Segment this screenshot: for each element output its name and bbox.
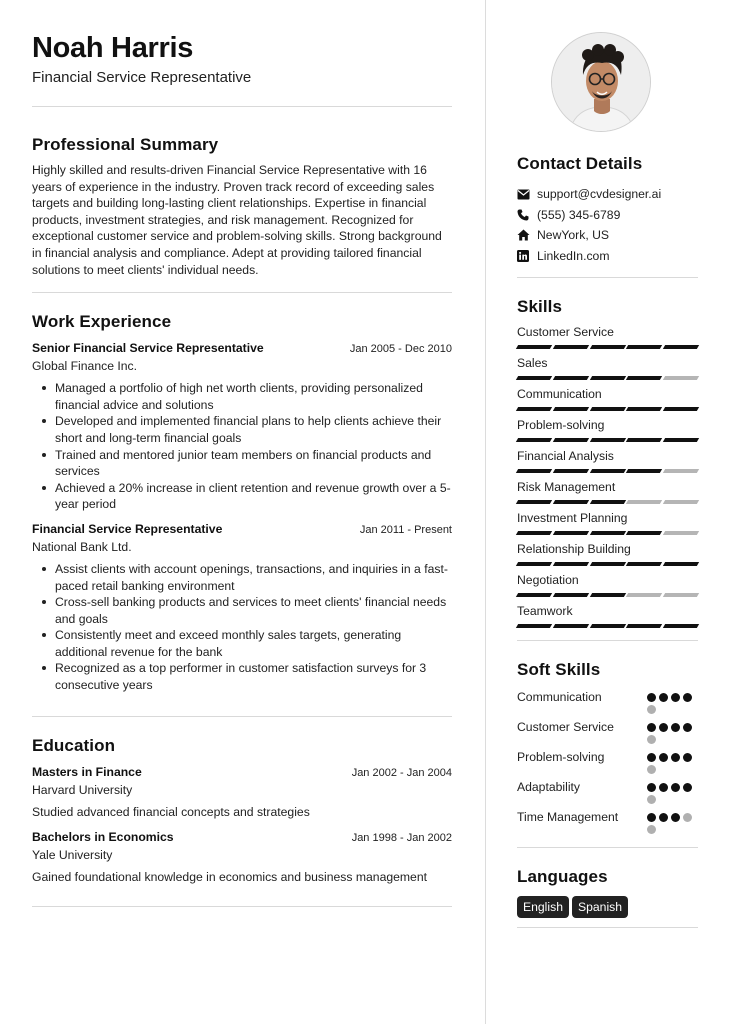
- education-header: [32, 764, 452, 782]
- contact-text: (555) 345-6789: [537, 207, 621, 222]
- divider: [32, 106, 452, 107]
- rating-dot: [671, 723, 680, 732]
- skill-level-bar: [517, 593, 698, 597]
- contact-heading: Contact Details: [517, 154, 643, 173]
- skill-level-segment: [663, 469, 699, 473]
- rating-dot: [647, 735, 656, 744]
- education-section: [32, 735, 452, 886]
- soft-skill-name: Communication: [517, 690, 602, 704]
- skill-level-segment: [589, 500, 625, 504]
- soft-skills-list: [517, 689, 698, 834]
- skill-level-segment: [626, 469, 662, 473]
- rating-dot: [683, 813, 692, 822]
- rating-dot: [647, 723, 656, 732]
- bullet-item: Cross-sell banking products and services to meet clients' financial needs and goals: [32, 594, 452, 627]
- rating-dot: [659, 693, 668, 702]
- skill-level-bar: [517, 562, 698, 566]
- skill-level-segment: [663, 407, 699, 411]
- skill-level-segment: [516, 531, 552, 535]
- contact-item: [517, 184, 698, 205]
- divider: [32, 292, 452, 293]
- soft-skills-heading: Soft Skills: [517, 660, 601, 679]
- school-name: Harvard University: [32, 782, 133, 797]
- education-heading: Education: [32, 735, 116, 755]
- skill-name: Problem-solving: [517, 418, 605, 432]
- soft-skill-item: [517, 689, 698, 714]
- degree-title: Masters in Finance: [32, 764, 142, 779]
- job-dates: Jan 2005 - Dec 2010: [349, 343, 452, 356]
- soft-skill-rating: [647, 779, 698, 804]
- languages-heading: Languages: [517, 867, 608, 886]
- skill-level-segment: [663, 376, 699, 380]
- skill-level-segment: [589, 469, 625, 473]
- soft-skill-rating: [647, 809, 698, 834]
- degree-title: Bachelors in Economics: [32, 830, 174, 845]
- skill-level-bar: [517, 345, 698, 349]
- skill-level-segment: [589, 593, 625, 597]
- experience-section: [32, 311, 452, 694]
- skills-list: [517, 324, 698, 628]
- candidate-name: Noah Harris: [32, 32, 194, 64]
- skill-level-segment: [516, 562, 552, 566]
- skill-level-segment: [553, 593, 589, 597]
- soft-skill-name: Adaptability: [517, 780, 581, 794]
- linkedin-icon: [517, 249, 537, 263]
- skill-item: [517, 603, 698, 628]
- skill-level-segment: [516, 593, 552, 597]
- contact-list: [517, 184, 698, 266]
- education-dates: Jan 2002 - Jan 2004: [351, 766, 452, 779]
- skill-name: Sales: [517, 356, 548, 370]
- soft-skill-rating: [647, 719, 698, 744]
- skill-name: Relationship Building: [517, 542, 631, 556]
- divider: [517, 847, 698, 848]
- skill-level-segment: [516, 407, 552, 411]
- skill-level-bar: [517, 531, 698, 535]
- summary-heading: Professional Summary: [32, 135, 219, 154]
- job-list: [32, 340, 452, 694]
- skill-level-segment: [589, 376, 625, 380]
- rating-dot: [671, 753, 680, 762]
- contact-item: [517, 246, 698, 267]
- education-header: [32, 829, 452, 847]
- soft-skill-rating: [647, 749, 698, 774]
- skill-level-segment: [626, 376, 662, 380]
- bullet-item: Assist clients with account openings, transactions, and inquiries in a fast-paced retail banking environment: [32, 561, 452, 594]
- contact-item: [517, 225, 698, 246]
- job-title: Senior Financial Service Representative: [32, 341, 264, 356]
- skill-level-segment: [516, 500, 552, 504]
- rating-dot: [659, 723, 668, 732]
- rating-dot: [671, 813, 680, 822]
- divider: [32, 716, 452, 717]
- skill-level-segment: [663, 345, 699, 349]
- divider: [517, 640, 698, 641]
- skill-level-segment: [553, 376, 589, 380]
- skill-level-segment: [663, 562, 699, 566]
- education-list: [32, 764, 452, 886]
- language-badge: Spanish: [572, 896, 628, 918]
- rating-dot: [647, 765, 656, 774]
- bullet-item: Consistently meet and exceed monthly sales targets, generating additional revenue for the bank: [32, 627, 452, 660]
- skill-level-segment: [626, 345, 662, 349]
- skill-level-bar: [517, 624, 698, 628]
- education-description: Studied advanced financial concepts and strategies: [32, 804, 310, 819]
- divider: [517, 927, 698, 928]
- soft-skill-rating: [647, 689, 698, 714]
- job-title: Financial Service Representative: [32, 521, 223, 536]
- bullet-item: Recognized as a top performer in customer satisfaction surveys for 3 consecutive years: [32, 660, 452, 693]
- job-header: [32, 340, 452, 358]
- skill-item: [517, 417, 698, 442]
- skill-level-segment: [626, 624, 662, 628]
- skill-level-segment: [589, 438, 625, 442]
- skill-level-segment: [516, 624, 552, 628]
- skill-level-segment: [626, 531, 662, 535]
- contact-text: LinkedIn.com: [537, 248, 610, 263]
- skill-level-segment: [553, 438, 589, 442]
- job-header: [32, 521, 452, 539]
- summary-text: Highly skilled and results-driven Financial Service Representative with 16 years of experience in the industry. Proven track record of exceeding sales targets and building long-lasting client relationships. Expertise in financial products, investment strategies, and risk management. Recognized for exceptional customer service and problem-solving skills. Strong background in financial analysis and compliance. Adept at providing tailored financial solutions to meet clients' individual needs.: [32, 163, 442, 277]
- skill-level-segment: [663, 624, 699, 628]
- bullet-item: Managed a portfolio of high net worth clients, providing personalized financial advice and solutions: [32, 380, 452, 413]
- skills-heading: Skills: [517, 297, 563, 316]
- language-badge: English: [517, 896, 569, 918]
- contact-text: NewYork, US: [537, 228, 610, 243]
- soft-skill-item: [517, 749, 698, 774]
- portrait-icon: [552, 33, 651, 132]
- rating-dot: [683, 783, 692, 792]
- education-dates: Jan 1998 - Jan 2002: [351, 832, 452, 845]
- skill-name: Negotiation: [517, 573, 579, 587]
- skill-item: [517, 324, 698, 349]
- soft-skill-item: [517, 809, 698, 834]
- rating-dot: [671, 783, 680, 792]
- job-company: Global Finance Inc.: [32, 359, 138, 374]
- bullet-item: Achieved a 20% increase in client retention and revenue growth over a 5-year period: [32, 480, 452, 513]
- rating-dot: [647, 705, 656, 714]
- column-divider: [485, 0, 486, 1024]
- skill-level-segment: [589, 562, 625, 566]
- rating-dot: [647, 693, 656, 702]
- skill-level-segment: [516, 345, 552, 349]
- skill-level-segment: [589, 407, 625, 411]
- soft-skill-name: Customer Service: [517, 720, 614, 734]
- skill-level-bar: [517, 376, 698, 380]
- skill-item: [517, 355, 698, 380]
- envelope-icon: [517, 187, 537, 201]
- rating-dot: [647, 783, 656, 792]
- contact-item: [517, 205, 698, 226]
- skill-level-segment: [626, 407, 662, 411]
- job-dates: Jan 2011 - Present: [359, 523, 452, 536]
- divider: [517, 277, 698, 278]
- skill-level-segment: [553, 531, 589, 535]
- skill-level-segment: [516, 376, 552, 380]
- skill-name: Investment Planning: [517, 511, 628, 525]
- soft-skill-name: Time Management: [517, 810, 619, 824]
- skill-item: [517, 479, 698, 504]
- job-bullets: [32, 380, 452, 513]
- education-entry: [32, 764, 452, 821]
- rating-dot: [647, 825, 656, 834]
- school-name: Yale University: [32, 848, 113, 863]
- skill-level-bar: [517, 407, 698, 411]
- home-icon: [517, 228, 537, 242]
- rating-dot: [659, 783, 668, 792]
- candidate-title: Financial Service Representative: [32, 69, 252, 86]
- skill-level-segment: [589, 624, 625, 628]
- bullet-item: Trained and mentored junior team members on financial products and services: [32, 447, 452, 480]
- soft-skill-name: Problem-solving: [517, 750, 605, 764]
- bullet-item: Developed and implemented financial plans to help clients achieve their short and long-term financial goals: [32, 413, 452, 446]
- rating-dot: [683, 723, 692, 732]
- rating-dot: [659, 813, 668, 822]
- skill-level-segment: [553, 500, 589, 504]
- skill-level-segment: [626, 500, 662, 504]
- summary-section: [32, 134, 452, 278]
- skill-name: Teamwork: [517, 604, 573, 618]
- job-entry: [32, 340, 452, 513]
- skill-level-segment: [516, 469, 552, 473]
- skill-level-segment: [626, 593, 662, 597]
- skill-level-bar: [517, 500, 698, 504]
- skill-item: [517, 386, 698, 411]
- experience-heading: Work Experience: [32, 312, 172, 332]
- skill-level-segment: [516, 438, 552, 442]
- soft-skill-item: [517, 779, 698, 804]
- skill-name: Financial Analysis: [517, 449, 614, 463]
- phone-icon: [517, 208, 537, 222]
- skill-level-segment: [553, 562, 589, 566]
- skill-name: Risk Management: [517, 480, 616, 494]
- education-description: Gained foundational knowledge in economics and business management: [32, 870, 427, 885]
- contact-text: support@cvdesigner.ai: [537, 187, 662, 202]
- main-column: [32, 30, 452, 907]
- job-entry: [32, 521, 452, 694]
- avatar: [551, 32, 651, 132]
- skill-level-segment: [663, 531, 699, 535]
- skill-name: Communication: [517, 387, 602, 401]
- skill-level-segment: [663, 500, 699, 504]
- rating-dot: [683, 753, 692, 762]
- skill-item: [517, 510, 698, 535]
- job-bullets: [32, 561, 452, 694]
- skill-item: [517, 448, 698, 473]
- skill-level-bar: [517, 438, 698, 442]
- rating-dot: [647, 813, 656, 822]
- skill-item: [517, 572, 698, 597]
- skill-level-segment: [553, 345, 589, 349]
- soft-skill-item: [517, 719, 698, 744]
- skill-level-bar: [517, 469, 698, 473]
- skill-level-segment: [663, 593, 699, 597]
- skill-item: [517, 541, 698, 566]
- skill-level-segment: [553, 469, 589, 473]
- skill-level-segment: [589, 345, 625, 349]
- education-entry: [32, 829, 452, 886]
- job-company: National Bank Ltd.: [32, 539, 132, 554]
- skill-level-segment: [626, 438, 662, 442]
- skill-level-segment: [663, 438, 699, 442]
- languages-list: [517, 896, 698, 918]
- rating-dot: [659, 753, 668, 762]
- skill-level-segment: [553, 624, 589, 628]
- rating-dot: [647, 795, 656, 804]
- divider: [32, 906, 452, 907]
- skill-level-segment: [589, 531, 625, 535]
- sidebar-content: [517, 153, 698, 928]
- skill-level-segment: [553, 407, 589, 411]
- rating-dot: [671, 693, 680, 702]
- rating-dot: [647, 753, 656, 762]
- skill-name: Customer Service: [517, 325, 614, 339]
- skill-level-segment: [626, 562, 662, 566]
- rating-dot: [683, 693, 692, 702]
